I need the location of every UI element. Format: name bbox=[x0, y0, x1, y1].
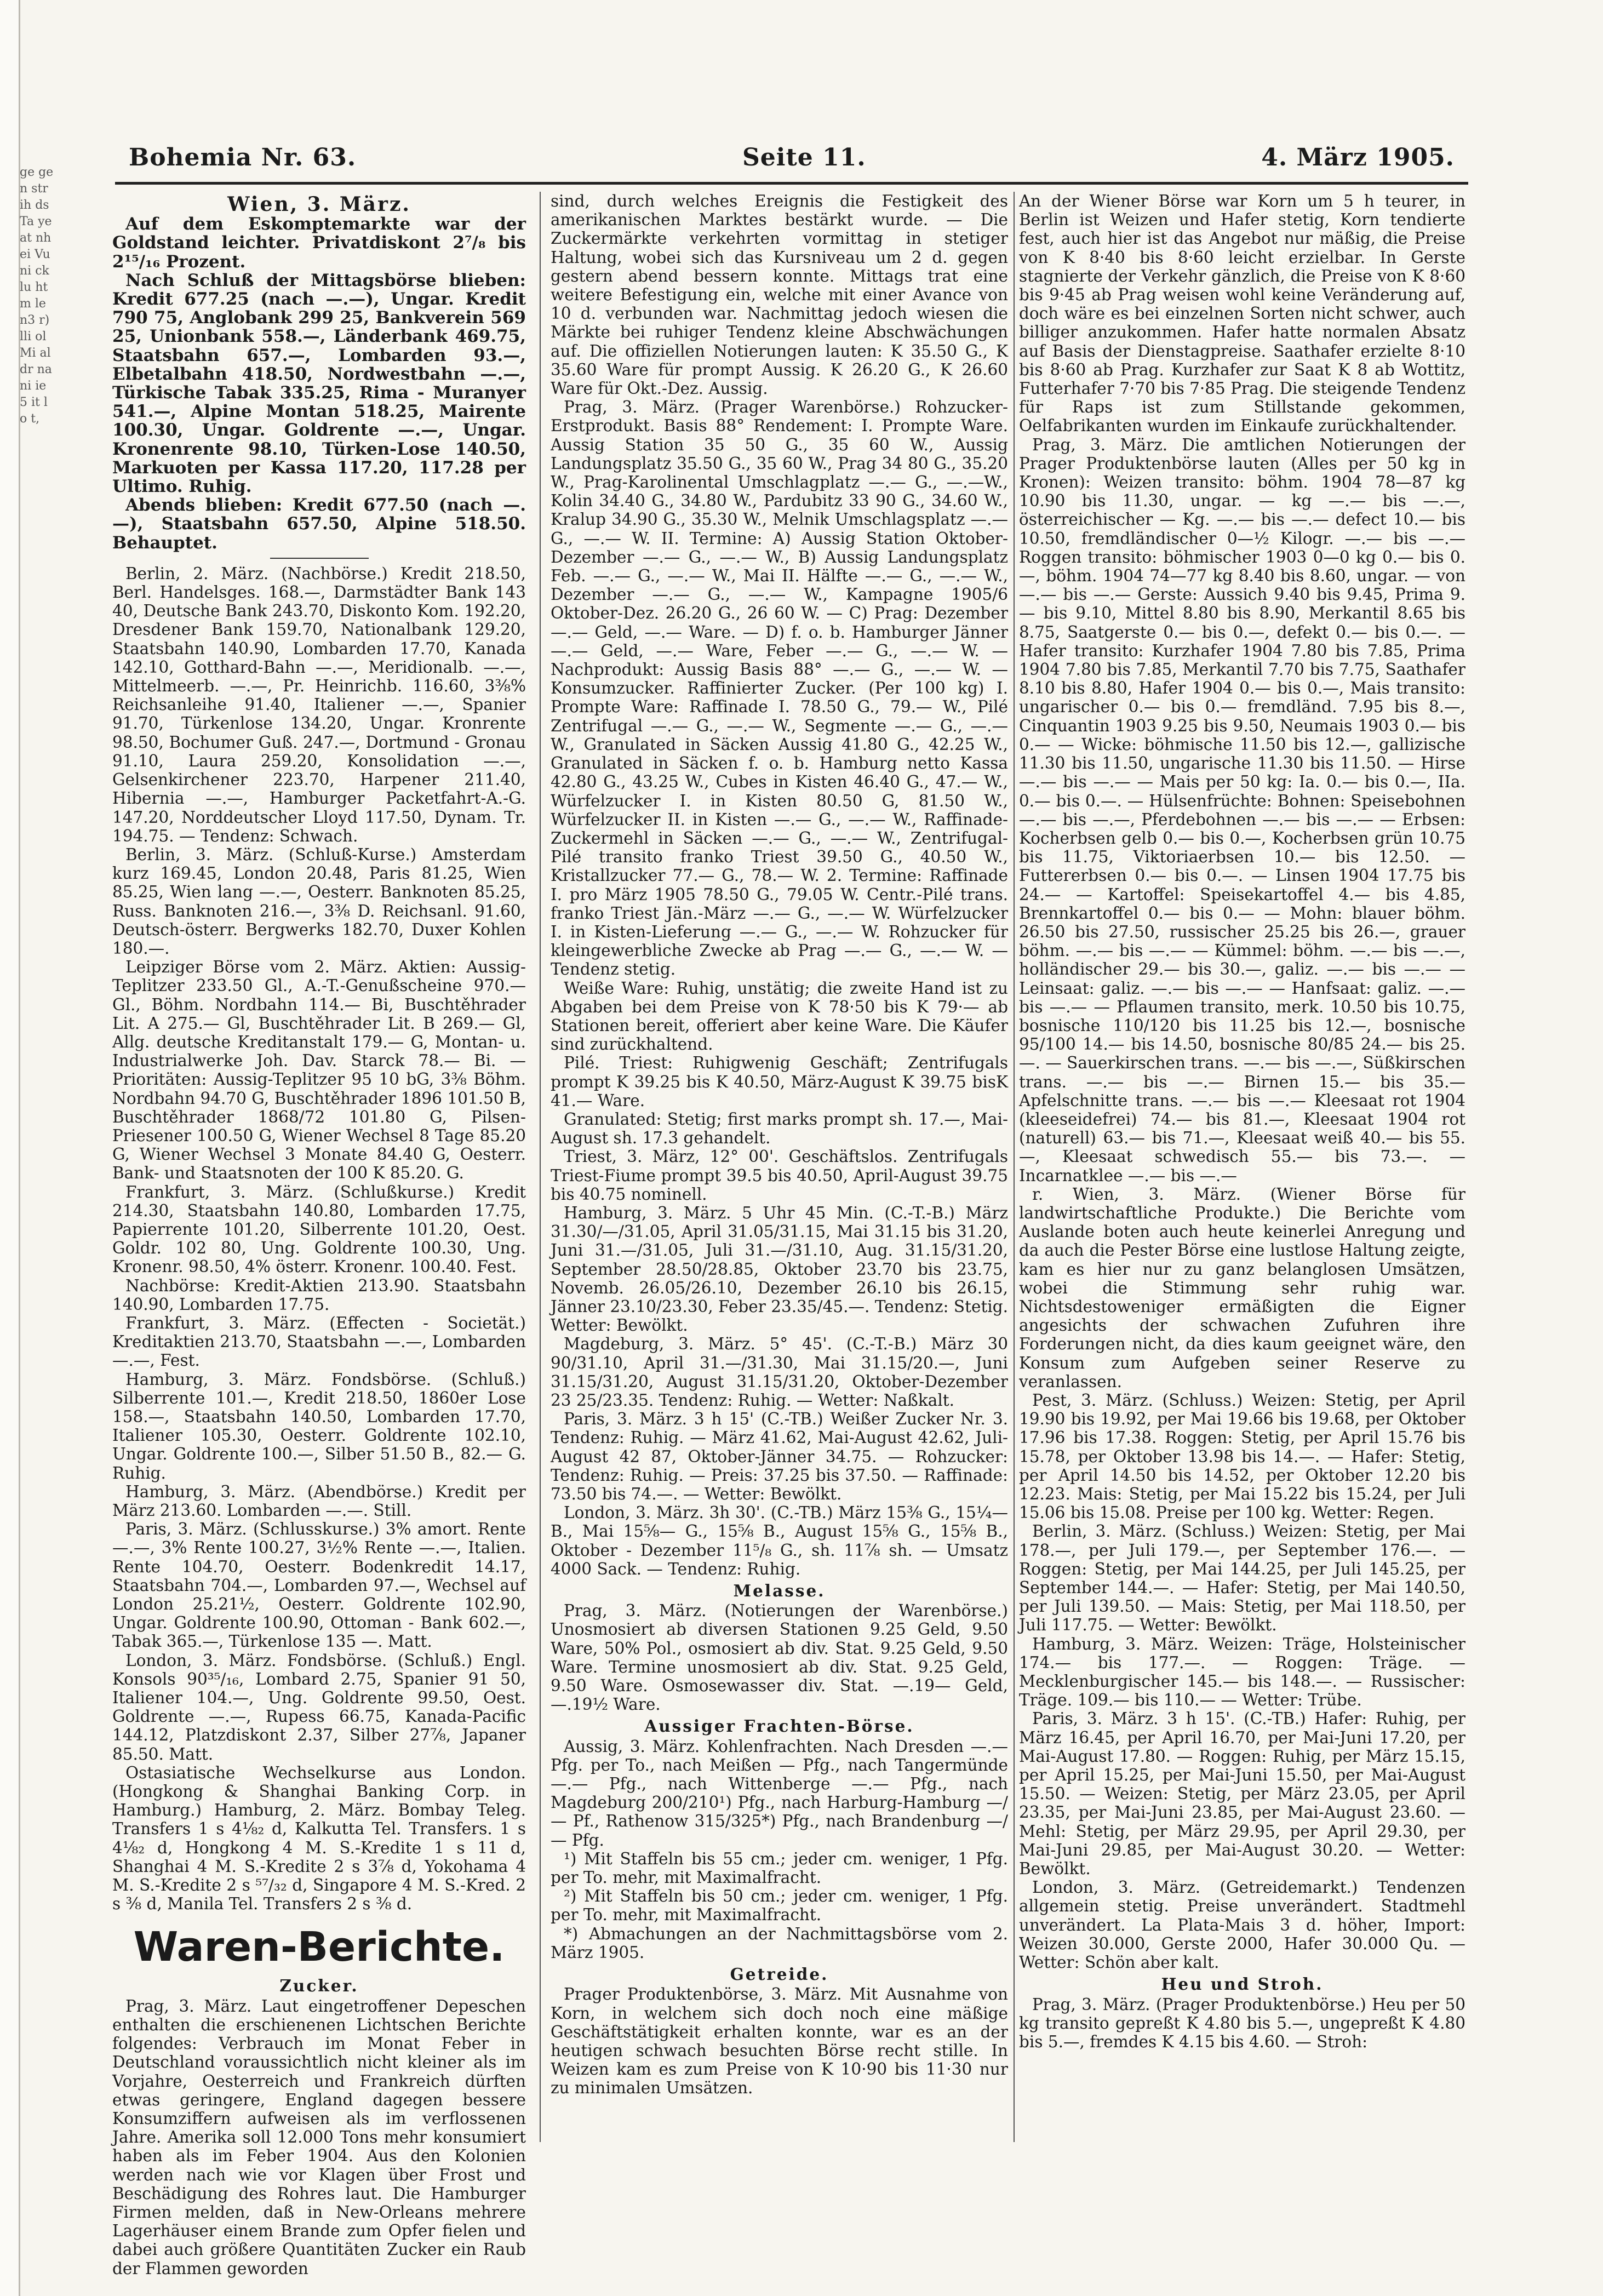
section-heading: Getreide. bbox=[730, 1965, 829, 1984]
continued-paragraph: An der Wiener Börse war Korn um 5 h teurer, in Berlin ist Weizen und Hafer stetig, Korn tendierte fest, auch hier ist das Angebot nur mäßig, die Preise von K 8·40 bis 8·60 leicht erzielbar. In Gerste stagnierte der Verkehr gänzlich, die Preise von K 8·60 bis 9·45 ab Prag weisen wohl keine Veränderung auf, doch wäre es bei einzelnen Sorten nicht schwer, auch billiger anzukommen. Hafer hatte normalen Absatz auf Basis der Dienstagpreise. Saathafer erzielte 8·10 bis 8·60 ab Prag. Kurzhafer zur Saat K 8 ab Wottitz, Futterhafer 7·70 bis 7·85 Prag. Die steigende Tendenz für Raps ist zum Stillstande gekommen, Oelfabrikanten wurden im Einkaufe zurückhaltender. bbox=[1019, 192, 1465, 436]
report-paragraph: Frankfurt, 3. März. (Effecten - Societät.) Kreditaktien 213.70, Staatsbahn —.—, Lombarden —.—, Fest. bbox=[112, 1313, 526, 1370]
page-number: Seite 11. bbox=[742, 144, 866, 171]
report-paragraph: Nachbörse: Kredit-Aktien 213.90. Staatsbahn 140.90, Lombarden 17.75. bbox=[112, 1276, 526, 1314]
issue-date: 4. März 1905. bbox=[1261, 144, 1455, 171]
section-heading: Aussiger Frachten-Börse. bbox=[644, 1716, 914, 1736]
section-heading: Wien, 3. März. bbox=[227, 193, 411, 216]
report-paragraph: Hamburg, 3. März. Weizen: Träge, Holsteinischer 174.— bis 177.—. — Roggen: Träge. — Mecklenburgischer 145.— bis 148.—. — Russischer: Träge. 109.— bis 110.— — Wetter: Trübe. bbox=[1019, 1634, 1465, 1710]
page-header bbox=[107, 144, 1455, 182]
market-report-paragraph: Abends blieben: Kredit 677.50 (nach —.—), Staatsbahn 657.50, Alpine 518.50. Behauptet. bbox=[112, 495, 526, 553]
report-paragraph: Prag, 3. März. (Prager Produktenbörse.) Heu per 50 kg transito gepreßt K 4.80 bis 5.—, ungepreßt K 4.80 bis 5.—, fremdes K 4.15 bis 4.60. — Stroh: bbox=[1019, 1995, 1465, 2051]
report-paragraph: Prager Produktenbörse, 3. März. Mit Ausnahme von Korn, in welchem sich doch noch eine mäßige Geschäftstätigkeit erhalten konnte, war es an der heutigen schwach besuchten Börse recht stille. In Weizen kam es zum Preise von K 10·90 bis 11·30 nur zu minimalen Umsätzen. bbox=[551, 1985, 1008, 2098]
column-2 bbox=[551, 192, 1008, 2230]
report-paragraph: London, 3. März. 3h 30'. (C.-TB.) März 15⅜ G., 15¼— B., Mai 15⅝— G., 15⅝ B., August 15⅝ G., 15⅝ B., Oktober - Dezember 11⁵/₈ G., sh. 11⅞ sh. — Umsatz 4000 Sack. — Tendenz: Ruhig. bbox=[551, 1503, 1008, 1578]
report-paragraph: London, 3. März. Fondsbörse. (Schluß.) Engl. Konsols 90³⁵/₁₆, Lombard 2.75, Spanier 91 50, Italiener 104.—, Ung. Goldrente 99.50, Oest. Goldrente —.—, Rupess 66.75, Kanada-Pacific 144.12, Platzdiskont 2.37, Silber 27⅞, Japaner 85.50. Matt. bbox=[112, 1651, 526, 1763]
column-separator bbox=[1014, 192, 1015, 2142]
report-paragraph: Berlin, 3. März. (Schluß-Kurse.) Amsterdam kurz 169.45, London 20.48, Paris 81.25, Wien 85.25, Wien lang —.—, Oesterr. Banknoten 85.25, Russ. Banknoten 216.—, 3⅜ D. Reichsanl. 91.60, Deutsch-österr. Bergwerks 182.70, Duxer Kohlen 180.—. bbox=[112, 845, 526, 958]
report-paragraph: Hamburg, 3. März. (Abendbörse.) Kredit per März 213.60. Lombarden —.—. Still. bbox=[112, 1482, 526, 1520]
report-paragraph: Weiße Ware: Ruhig, unstätig; die zweite Hand ist zu Abgaben bei dem Preise von K 78·50 bis K 79·— ab Stationen bereit, offeriert aber keine Ware. Die Käufer sind zurückhaltend. bbox=[551, 978, 1008, 1054]
market-report-paragraph: Auf dem Eskomptemarkte war der Goldstand leichter. Privatdiskont 2⁷/₈ bis 2¹⁵/₁₆ Prozent. bbox=[112, 214, 526, 272]
report-paragraph: Paris, 3. März. 3 h 15'. (C.-TB.) Hafer: Ruhig, per März 16.45, per April 16.70, per Mai-Juni 17.20, per Mai-August 17.80. — Roggen: Ruhig, per März 15.15, per April 15.25, per Mai-Juni 15.50, per Mai-August 15.50. — Weizen: Stetig, per März 23.05, per April 23.35, per Mai-Juni 23.85, per Mai-August 23.60. — Mehl: Stetig, per März 29.95, per April 29.30, per Mai-Juni 29.85, per Mai-August 30.20. — Wetter: Bewölkt. bbox=[1019, 1709, 1465, 1879]
publication-issue: Bohemia Nr. 63. bbox=[129, 144, 357, 171]
section-rule bbox=[270, 558, 369, 559]
page-edge bbox=[0, 0, 20, 2296]
report-paragraph: Paris, 3. März. 3 h 15' (C.-TB.) Weißer Zucker Nr. 3. Tendenz: Ruhig. — März 41.62, Mai-August 42.62, Juli-August 42 87, Oktober-Jänner 34.75. — Rohzucker: Tendenz: Ruhig. — Preis: 37.25 bis 37.50. — Raffinade: 73.50 bis 74.—. — Wetter: Bewölkt. bbox=[551, 1410, 1008, 1504]
report-paragraph: Aussig, 3. März. Kohlenfrachten. Nach Dresden —.— Pfg. per To., nach Meißen — Pfg., nach Tangermünde —.— Pfg., nach Wittenberge —.— Pfg., nach Magdeburg 200/210¹) Pfg., nach Harburg-Hamburg —/— Pf., Rathenow 315/325*) Pfg., nach Brandenburg —/— Pfg. bbox=[551, 1737, 1008, 1850]
section-heading: Zucker. bbox=[279, 1976, 359, 1996]
section-heading: Heu und Stroh. bbox=[1161, 1974, 1324, 1994]
report-paragraph: Berlin, 3. März. (Schluss.) Weizen: Stetig, per Mai 178.—, per Juli 179.—, per September 176.—. — Roggen: Stetig, per Mai 144.25, per Juli 145.25, per September 144.—. — Hafer: Stetig, per Mai 140.50, per Juli 139.50. — Mais: Stetig, per Mai 118.50, per Juli 117.75. — Wetter: Bewölkt. bbox=[1019, 1522, 1465, 1635]
report-paragraph: ¹) Mit Staffeln bis 55 cm.; jeder cm. weniger, 1 Pfg. per To. mehr, mit Maximalfracht. bbox=[551, 1849, 1008, 1887]
column-3 bbox=[1019, 192, 1465, 2230]
report-paragraph: Granulated: Stetig; first marks prompt sh. 17.—, Mai-August sh. 17.3 gehandelt. bbox=[551, 1109, 1008, 1148]
report-paragraph: ²) Mit Staffeln bis 50 cm.; jeder cm. weniger, 1 Pfg. per To. mehr, mit Maximalfracht. bbox=[551, 1887, 1008, 1925]
header-rule bbox=[115, 182, 1468, 185]
report-paragraph: Triest, 3. März, 12° 00'. Geschäftslos. Zentrifugals Triest-Fiume prompt 39.5 bis 40.50, April-August 39.75 bis 40.75 nominell. bbox=[551, 1147, 1008, 1204]
report-paragraph: r. Wien, 3. März. (Wiener Börse für landwirtschaftliche Produkte.) Die Berichte vom Auslande boten auch heute keinerlei Anregung und da auch die Pester Börse eine lustlose Haltung zeigte, kam es hier nur zu ganz belanglosen Umsätzen, wobei die Stimmung sehr ruhig war. Nichtsdestoweniger ermäßigten die Eigner angesichts der schwachen Zufuhren ihre Forderungen nicht, da dies kaum geeignet wäre, den Konsum zum Aufgeben seiner Reserve zu veranlassen. bbox=[1019, 1184, 1465, 1391]
report-paragraph: Berlin, 2. März. (Nachbörse.) Kredit 218.50, Berl. Handelsges. 168.—, Darmstädter Bank 143 40, Deutsche Bank 243.70, Diskonto Kom. 192.20, Dresdener Bank 159.70, Nationalbank 129.20, Staatsbahn 140.90, Lombarden 17.70, Kanada 142.10, Gotthard-Bahn —.—, Meridionalb. —.—, Mittelmeerb. —.—, Pr. Heinrichb. 116.60, 3⅜% Reichsanleihe 91.40, Italiener —.—, Spanier 91.70, Türkenlose 134.20, Ungar. Kronrente 98.50, Bochumer Guß. 247.—, Dortmund - Gronau 91.10, Laura 259.20, Konsolidation —.—, Gelsenkirchener 223.70, Harpener 211.40, Hibernia —.—, Hamburger Packetfahrt-A.-G. 147.20, Norddeutscher Lloyd 117.50, Dynam. Tr. 194.75. — Tendenz: Schwach. bbox=[112, 564, 526, 845]
report-paragraph: Prag, 3. März. (Notierungen der Warenbörse.) Unosmosiert ab diversen Stationen 9.25 Geld, 9.50 Ware, 50% Pol., osmosiert ab div. Stat. 9.25 Geld, 9.50 Ware. Termine unosmosiert ab div. Stat. 9.25 Geld, 9.50 Ware. Osmosewasser div. Stat. —.19— Geld, —.19½ Ware. bbox=[551, 1601, 1008, 1714]
report-paragraph: Prag, 3. März. (Prager Warenbörse.) Rohzucker-Erstprodukt. Basis 88° Rendement: I. Prompte Ware. Aussig Station 35 50 G., 35 60 W., Aussig Landungsplatz 35.50 G., 35 60 W., Prag 34 80 G., 35.20 W., Prag-Karolinental Umschlagplatz —.— G., —.—W., Kolin 34.40 G., 34.80 W., Pardubitz 33 90 G., 34.60 W., Kralup 34.90 G., 35.30 W., Melnik Umschlagsplatz —.— G., —.— W. II. Termine: A) Aussig Station Oktober-Dezember —.— G., —.— W., B) Aussig Landungsplatz Feb. —.— G., —.— W., Mai II. Hälfte —.— G., —.— W., Dezember —.— G., —.— W., Kampagne 1905/6 Oktober-Dez. 26.20 G., 26 60 W. — C) Prag: Dezember —.— Geld, —.— Ware. — D) f. o. b. Hamburger Jänner —.— Geld, —.— Ware, Feber —.— G., —.— W. — Nachprodukt: Aussig Basis 88° —.— G., —.— W. — Konsumzucker. Raffinierter Zucker. (Per 100 kg) I. Prompte Ware: Raffinade I. 78.50 G., 79.— W., Pilé Zentrifugal —.— G., —.— W., Segmente —.— G., —.— W., Granulated in Säcken Aussig 41.80 G., 42.25 W., Granulated in Säcken f. o. b. Hamburg netto Kassa 42.80 G., 43.25 W., Cubes in Kisten 46.40 G., 47.— W., Würfelzucker I. in Kisten 80.50 G, 81.50 W., Würfelzucker II. in Kisten —.— G., —.— W., Raffinade-Zuckermehl in Säcken —.— G., —.— W., Zentrifugal-Pilé transito franko Triest 39.50 G., 40.50 W., Kristallzucker 77.— G., 78.— W. 2. Termine: Raffinade I. pro März 1905 78.50 G., 79.05 W. Centr.-Pilé trans. franko Triest Jän.-März —.— G., —.— W. Würfelzucker I. in Kisten-Lieferung —.— G., —.— W. Rohzucker für kleingewerbliche Zwecke ab Prag —.— G., —.— W. — Tendenz stetig. bbox=[551, 398, 1008, 979]
column-separator bbox=[540, 192, 541, 2142]
report-paragraph: Hamburg, 3. März. 5 Uhr 45 Min. (C.-T.-B.) März 31.30/—/31.05, April 31.05/31.15, Mai 31.15 bis 31.20, Juni 31.—/31.05, Juli 31.—/31.10, Aug. 31.15/31.20, September 28.50/28.85, Oktober 23.70 bis 23.75, Novemb. 26.05/26.10, Dezember 26.10 bis 26.15, Jänner 23.10/23.30, Feber 23.35/45.—. Tendenz: Stetig. Wetter: Bewölkt. bbox=[551, 1203, 1008, 1335]
report-paragraph: Leipziger Börse vom 2. März. Aktien: Aussig-Teplitzer 233.50 Gl., A.-T.-Genußscheine 970.— Gl., Böhm. Nordbahn 114.— Bi, Buschtěhrader Lit. A 275.— Gl, Buschtěhrader Lit. B 269.— Gl, Allg. deutsche Kreditanstalt 179.— G, Montan- u. Industrialwerke Joh. Dav. Starck 78.— Bi. — Prioritäten: Aussig-Teplitzer 95 10 bG, 3⅜ Böhm. Nordbahn 94.70 G, Buschtěhrader 1896 101.50 B, Buschtěhrader 1868/72 101.80 G, Pilsen-Priesener 100.50 G, Wiener Wechsel 8 Tage 85.20 G, Wiener Wechsel 3 Monate 84.40 G, Oesterr. Bank- und Staatsnoten der 100 K 85.20. G. bbox=[112, 958, 526, 1183]
market-report-paragraph: Nach Schluß der Mittagsbörse blieben: Kredit 677.25 (nach —.—), Ungar. Kredit 790 75, Anglobank 299 25, Bankverein 569 25, Unionbank 558.—, Länderbank 469.75, Staatsbahn 657.—, Lombarden 93.—, Elbetalbahn 418.50, Nordwestbahn —.—, Türkische Tabak 335.25, Rima - Muranyer 541.—, Alpine Montan 518.25, Mairente 100.30, Ungar. Goldrente —.—, Ungar. Kronenrente 98.10, Türken-Lose 140.50, Markuoten per Kassa 117.20, 117.28 per Ultimo. Ruhig. bbox=[112, 270, 526, 497]
section-heading: Melasse. bbox=[733, 1581, 826, 1601]
report-paragraph: Paris, 3. März. (Schlusskurse.) 3% amort. Rente —.—, 3% Rente 100.27, 3½% Rente —.—, Italien. Rente 104.70, Oesterr. Bodenkredit 14.17, Staatsbahn 704.—, Lombarden 97.—, Wechsel auf London 25.21½, Oesterr. Goldrente 102.90, Ungar. Goldrente 100.90, Ottoman - Bank 602.—, Tabak 365.—, Türkenlose 135 —. Matt. bbox=[112, 1520, 526, 1651]
report-paragraph: London, 3. März. (Getreidemarkt.) Tendenzen allgemein stetig. Preise unverändert. Stadtmehl unverändert. La Plata-Mais 3 d. höher, Import: Weizen 30.000, Gerste 2000, Hafer 30.000 Qu. — Wetter: Schön aber kalt. bbox=[1019, 1878, 1465, 1972]
adjacent-page-fragment: ge gen str ih ds Ta ye at nh ei Vu ni ck lu ht m le n3 r) lli ol Mi al dr na ni ie 5 it lo t, bbox=[20, 165, 54, 426]
report-paragraph: Frankfurt, 3. März. (Schlußkurse.) Kredit 214.30, Staatsbahn 140.80, Lombarden 17.75, Papierrente 101.20, Silberrente 101.20, Oest. Goldr. 102 80, Ung. Goldrente 100.30, Ung. Kronenr. 98.50, 4% österr. Kronenr. 100.40. Fest. bbox=[112, 1182, 526, 1276]
report-paragraph: *) Abmachungen an der Nachmittagsbörse vom 2. März 1905. bbox=[551, 1924, 1008, 1962]
continued-paragraph: sind, durch welches Ereignis die Festigkeit des amerikanischen Marktes bestärkt wurde. — Die Zuckermärkte verkehrten vormittag in stetiger Haltung, wobei sich das Kursniveau um 2 d. gegen gestern abend bessern konnte. Mittags trat eine weitere Befestigung ein, welche mit einer Avance von 10 d. verbunden war. Nachmittag jedoch wiesen die Märkte bei ruhiger Tendenz kleine Abschwächungen auf. Die offiziellen Notierungen lauten: K 35.50 G., K 35.60 Ware für prompt Aussig. K 26.20 G., K 26.60 Ware für Okt.-Dez. Aussig. bbox=[551, 192, 1008, 398]
report-paragraph: Pest, 3. März. (Schluss.) Weizen: Stetig, per April 19.90 bis 19.92, per Mai 19.66 bis 19.68, per Oktober 17.96 bis 17.38. Roggen: Stetig, per April 15.76 bis 15.78, per Oktober 13.98 bis 14.—. — Hafer: Stetig, per April 14.50 bis 14.52, per Oktober 12.20 bis 12.23. Mais: Stetig, per Mai 15.22 bis 15.24, per Juli 15.06 bis 15.08. Preise per 100 kg. Wetter: Regen. bbox=[1019, 1391, 1465, 1522]
column-1 bbox=[112, 192, 526, 2278]
report-paragraph: Pilé. Triest: Ruhigwenig Geschäft; Zentrifugals prompt K 39.25 bis K 40.50, März-August K 39.75 bisK 41.— Ware. bbox=[551, 1053, 1008, 1110]
report-paragraph: Prag, 3. März. Die amtlichen Notierungen der Prager Produktenbörse lauten (Alles per 50 kg in Kronen): Weizen transito: böhm. 1904 78—87 kg 10.90 bis 11.30, ungar. — kg —.— bis —.—, österreichischer — Kg. —.— bis —.— defect 10.— bis 10.50, fremdländischer 0—½ Kilogr. —.— bis —.— Roggen transito: böhmischer 1903 0—0 kg 0.— bis 0.—, böhm. 1904 74—77 kg 8.40 bis 8.60, ungar. — von —.— bis —.— Gerste: Aussich 9.40 bis 9.45, Prima 9.— bis 9.10, Mittel 8.80 bis 8.90, Merkantil 8.65 bis 8.75, Saatgerste 0.— bis 0.—, defekt 0.— bis 0.—. — Hafer transito: Kurzhafer 1904 7.80 bis 7.85, Prima 1904 7.80 bis 7.85, Merkantil 7.70 bis 7.75, Saathafer 8.10 bis 8.80, Hafer 1904 0.— bis 0.—, Mais transito: ungarischer 0.— bis 0.— fremdländ. 7.95 bis 8.—, Cinquantin 1903 9.25 bis 9.50, Neumais 1903 0.— bis 0.— — Wicke: böhmische 11.50 bis 12.—, gallizische 11.30 bis 11.50, ungarische 11.30 bis 11.50. — Hirse —.— bis —.— — Mais per 50 kg: Ia. 0.— bis 0.—, IIa. 0.— bis 0.—. — Hülsenfrüchte: Bohnen: Speisebohnen —.— bis —.—, Pferdebohnen —.— bis —.— — Erbsen: Kocherbsen gelb 0.— bis 0.—, Kocherbsen grün 10.75 bis 11.75, Viktoriaerbsen 10.— bis 12.50. — Futtererbsen 0.— bis 0.—. — Linsen 1904 17.75 bis 24.— — Kartoffel: Speisekartoffel 4.— bis 4.85, Brennkartoffel 0.— bis 0.— — Mohn: blauer böhm. 26.50 bis 27.50, russischer 25.25 bis 26.—, grauer böhm. —.— bis —.— — Kümmel: böhm. —.— bis —.—, holländischer 29.— bis 30.—, galiz. —.— bis —.— — Leinsaat: galiz. —.— bis —.— — Hanfsaat: galiz. —.— bis —.— — Pflaumen transito, merk. 10.50 bis 10.75, bosnische 110/120 bis 11.25 bis 12.—, bosnische 95/100 14.— bis 14.50, bosnische 80/85 24.— bis 25.—. — Sauerkirschen trans. —.— bis —.—, Süßkirschen trans. —.— bis —.— Birnen 15.— bis 35.— Apfelschnitte trans. —.— bis —.— Kleesaat rot 1904 (kleeseidefrei) 74.— bis 81.—, Kleesaat 1904 rot (naturell) 63.— bis 71.—, Kleesaat weiß 40.— bis 55.—, Kleesaat schwedisch 55.— bis 73.—. — Incarnatklee —.— bis —.— bbox=[1019, 435, 1465, 1185]
report-paragraph: Ostasiatische Wechselkurse aus London. (Hongkong & Shanghai Banking Corp. in Hamburg.) Hamburg, 2. März. Bombay Teleg. Transfers 1 s 4⅛₂ d, Kalkutta Tel. Transfers. 1 s 4⅛₂ d, Hongkong 4 M. S.-Kredite 1 s 11 d, Shanghai 4 M. S.-Kredite 2 s 3⅞ d, Yokohama 4 M. S.-Kredite 2 s ⁵⁷/₃₂ d, Singapore 4 M. S.-Kred. 2 s ⅜ d, Manila Tel. Transfers 2 s ⅜ d. bbox=[112, 1763, 526, 1914]
report-paragraph: Magdeburg, 3. März. 5° 45'. (C.-T.-B.) März 30 90/31.10, April 31.—/31.30, Mai 31.15/20.—, Juni 31.15/31.20, August 31.15/31.20, Oktober-Dezember 23 25/23.35. Tendenz: Ruhig. — Wetter: Naßkalt. bbox=[551, 1335, 1008, 1410]
report-paragraph: Hamburg, 3. März. Fondsbörse. (Schluß.) Silberrente 101.—, Kredit 218.50, 1860er Lose 158.—, Staatsbahn 140.50, Lombarden 17.70, Italiener 105.30, Oesterr. Goldrente 102.10, Ungar. Goldrente 100.—, Silber 51.50 B., 82.— G. Ruhig. bbox=[112, 1370, 526, 1482]
report-paragraph: Prag, 3. März. Laut eingetroffener Depeschen enthalten die erschienenen Lichtschen Berichte folgendes: Verbrauch im Monat Feber in Deutschland voraussichtlich nicht kleiner als im Vorjahre, Oesterreich und Frankreich dürften etwas geringere, England dagegen bessere Konsumziffern aufweisen als im verflossenen Jahre. Amerika soll 12.000 Tons mehr konsumiert haben als im Feber 1904. Aus den Kolonien werden nach wie vor Klagen über Frost und Beschädigung des Rohres laut. Die Hamburger Firmen melden, daß in New-Orleans mehrere Lagerhäuser einem Brande zum Opfer fielen und dabei auch größere Quantitäten Zucker ein Raub der Flammen geworden bbox=[112, 1996, 526, 2278]
section-title: Waren-Berichte. bbox=[133, 1923, 505, 1971]
